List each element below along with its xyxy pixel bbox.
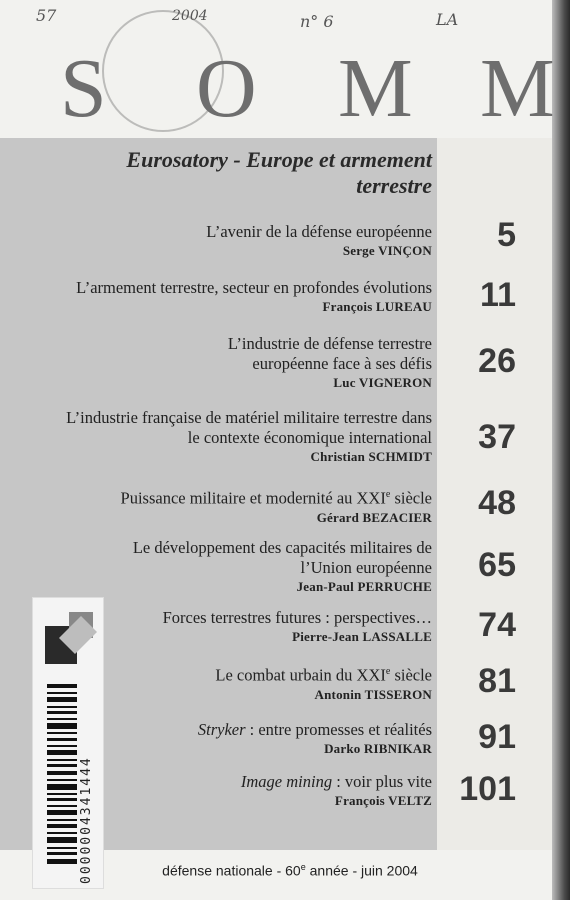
article-author: Antonin TISSERON bbox=[314, 686, 432, 702]
article-title: L’avenir de la défense européenne bbox=[206, 222, 432, 241]
article-page-number: 11 bbox=[480, 276, 516, 314]
article-author: Pierre-Jean LASSALLE bbox=[292, 629, 432, 644]
article-page-number: 37 bbox=[478, 418, 516, 456]
article-title: Le développement des capacités militaires de l’Union européenne bbox=[132, 538, 432, 577]
article-title: L’armement terrestre, secteur en profondes évolutions bbox=[76, 278, 432, 297]
article-page-number: 26 bbox=[478, 342, 516, 380]
heading-letter-3: M bbox=[338, 42, 413, 135]
article-page-number: 48 bbox=[478, 484, 516, 522]
handwritten-note-center: 2004 bbox=[172, 8, 208, 24]
article-title: Forces terrestres futures : perspectives… bbox=[162, 608, 432, 627]
article-page-number: 81 bbox=[478, 662, 516, 700]
article-title: Stryker : entre promesses et réalités bbox=[197, 720, 432, 739]
heading-letter-2: O bbox=[196, 42, 257, 135]
article-title: Puissance militaire et modernité au XXIe siècle bbox=[120, 488, 432, 508]
article-title: Image mining : voir plus vite bbox=[240, 772, 432, 791]
journal-footer: défense nationale - 60e année - juin 2004 bbox=[162, 862, 418, 879]
article-entry[interactable] bbox=[12, 485, 432, 526]
article-title: Le combat urbain du XXIe siècle bbox=[215, 665, 432, 685]
heading-letter-4: M bbox=[480, 42, 555, 135]
article-title: L’industrie de défense terrestre européenne face à ses défis bbox=[227, 334, 432, 373]
article-page-number: 74 bbox=[478, 606, 516, 644]
handwritten-note-right: LA bbox=[436, 10, 459, 29]
article-entry[interactable] bbox=[12, 278, 432, 315]
article-author: François VELTZ bbox=[334, 793, 432, 808]
article-author: Gérard BEZACIER bbox=[316, 509, 432, 525]
handwritten-note-left: 57 bbox=[36, 6, 57, 25]
article-author: Serge VINÇON bbox=[342, 243, 432, 258]
article-author: Christian SCHMIDT bbox=[310, 449, 432, 464]
article-page-number: 91 bbox=[478, 718, 516, 756]
article-entry[interactable] bbox=[12, 222, 432, 259]
heading-letter-1: S bbox=[60, 42, 107, 135]
article-author: François LUREAU bbox=[322, 299, 432, 314]
library-logo-icon bbox=[39, 608, 97, 666]
issue-theme-title: Eurosatory - Europe et armement terrestre bbox=[126, 147, 432, 198]
barcode-bars-icon bbox=[47, 684, 77, 864]
article-entry[interactable] bbox=[132, 538, 432, 595]
article-entry[interactable] bbox=[182, 334, 432, 391]
article-page-number: 5 bbox=[497, 216, 516, 254]
article-page-number: 65 bbox=[478, 546, 516, 584]
article-title: L’industrie française de matériel militaire terrestre dans le contexte économique international bbox=[66, 408, 432, 447]
barcode-number: 0000004341444 bbox=[79, 756, 94, 884]
article-entry[interactable] bbox=[52, 408, 432, 465]
article-author: Luc VIGNERON bbox=[333, 375, 432, 390]
article-author: Darko RIBNIKAR bbox=[324, 741, 432, 756]
article-page-number: 101 bbox=[459, 770, 516, 808]
article-author: Jean-Paul PERRUCHE bbox=[296, 579, 432, 594]
library-barcode-label bbox=[32, 597, 104, 889]
handwritten-issue-number: n° 6 bbox=[300, 12, 334, 31]
